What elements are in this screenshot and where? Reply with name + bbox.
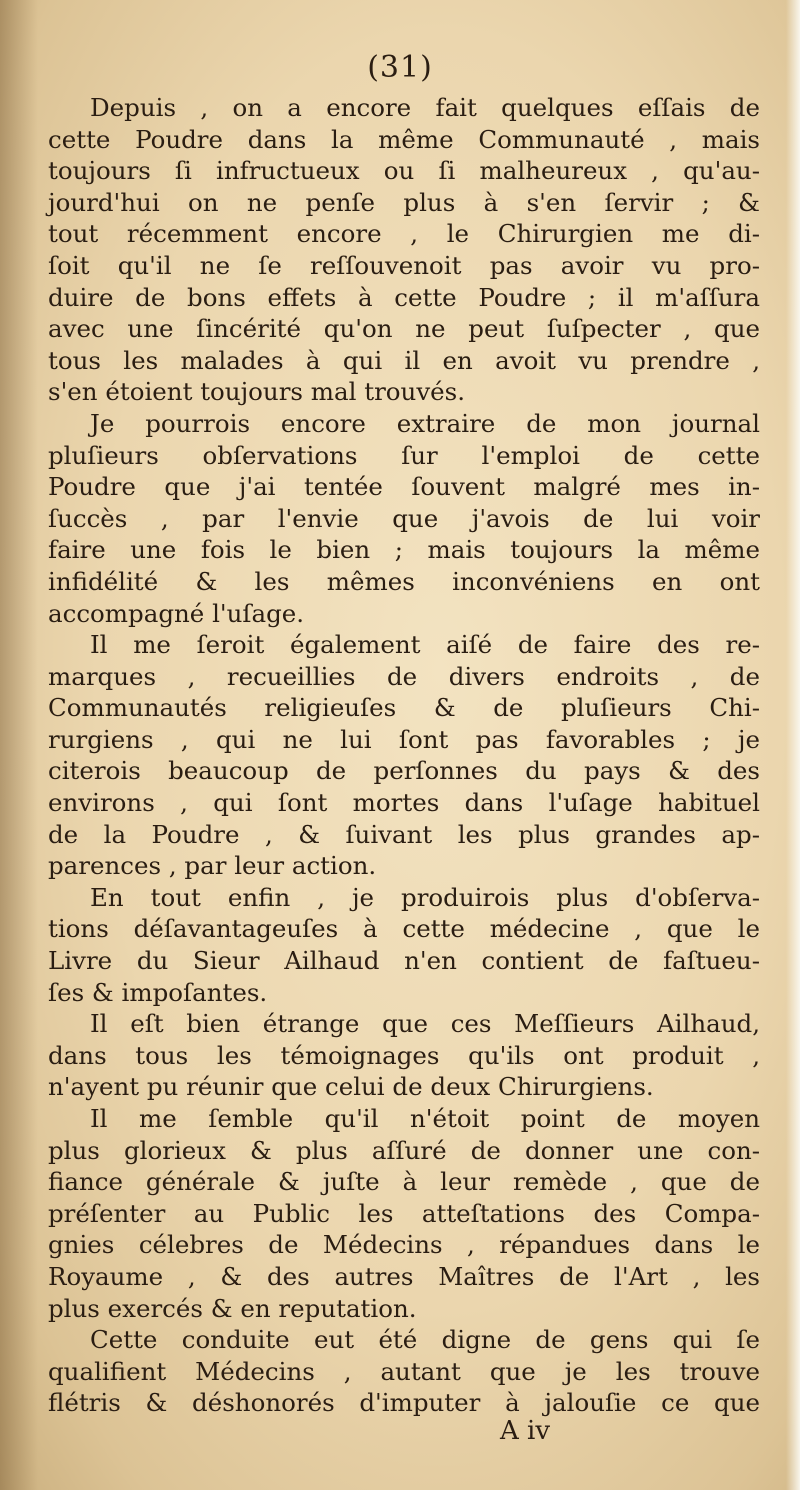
body-text — [48, 92, 760, 1419]
text-line: Il me ſeroit également aiſé de faire des re- — [90, 630, 760, 660]
text-line: Il eſt bien étrange que ces Meſſieurs Ailhaud, — [90, 1009, 760, 1039]
text-line: accompagné l'uſage. — [48, 598, 305, 628]
page-edge — [786, 0, 800, 1490]
text-line: parences , par leur action. — [48, 851, 377, 881]
text-line: n'ayent pu réunir que celui de deux Chirurgiens. — [48, 1072, 654, 1102]
text-line: citerois beaucoup de perſonnes du pays & des — [48, 756, 760, 786]
text-line: Je pourrois encore extraire de mon journal — [90, 408, 760, 438]
text-line: toujours ſi infructueux ou ſi malheureux , qu'au- — [48, 156, 760, 186]
text-line: tout récemment encore , le Chirurgien me di- — [48, 219, 760, 249]
text-line: Communautés religieuſes & de pluſieurs Chi- — [48, 693, 760, 723]
text-line: environs , qui ſont mortes dans l'uſage habituel — [48, 788, 760, 818]
text-line: ſoit qu'il ne ſe reſſouvenoit pas avoir vu pro- — [48, 250, 760, 280]
text-line: tous les malades à qui il en avoit vu prendre , — [48, 345, 760, 375]
text-line: Royaume , & des autres Maîtres de l'Art , les — [48, 1261, 760, 1291]
binding-shadow — [0, 0, 38, 1490]
text-line: Depuis , on a encore fait quelques eſſais de — [90, 93, 760, 122]
text-line: Il me ſemble qu'il n'étoit point de moyen — [90, 1104, 760, 1133]
text-line: En tout enfin , je produirois plus d'obſerva- — [90, 882, 760, 912]
text-line: avec une ſincérité qu'on ne peut ſuſpecter , que — [48, 314, 760, 344]
text-line: de la Poudre , & ſuivant les plus grandes ap- — [48, 819, 760, 849]
text-line: jourd'hui on ne penſe plus à s'en ſervir ; & — [48, 187, 760, 217]
text-line: s'en étoient toujours mal trouvés. — [48, 377, 466, 407]
text-line: Cette conduite eut été digne de gens qui ſe — [90, 1325, 760, 1355]
text-line: plus exercés & en reputation. — [48, 1293, 417, 1323]
text-line: Livre du Sieur Ailhaud n'en contient de faſtueu- — [48, 946, 760, 976]
text-line: flétris & déshonorés d'imputer à jalouſie ce que — [48, 1388, 760, 1418]
text-line: Poudre que j'ai tentée ſouvent malgré mes in- — [48, 472, 760, 502]
text-line: tions déſavantageuſes à cette médecine , que le — [48, 914, 760, 944]
text-line: ſuccès , par l'envie que j'avois de lui voir — [48, 503, 760, 533]
text-line: fiance générale & juſte à leur remède , que de — [48, 1167, 760, 1197]
text-line: marques , recueillies de divers endroits , de — [48, 661, 760, 691]
text-line: infidélité & les mêmes inconvéniens en ont — [48, 566, 760, 596]
text-line: faire une fois le bien ; mais toujours la même — [48, 535, 760, 565]
text-line: gnies célebres de Médecins , répandues dans le — [48, 1230, 760, 1260]
text-line: rurgiens , qui ne lui ſont pas favorables ; je — [48, 724, 760, 754]
text-line: pluſieurs obſervations ſur l'emploi de cette — [48, 440, 760, 470]
signature-mark: A iv — [500, 1416, 551, 1446]
text-line: cette Poudre dans la même Communauté , mais — [48, 124, 760, 154]
text-line: ſes & impoſantes. — [48, 977, 268, 1007]
text-line: plus glorieux & plus aſſuré de donner une con- — [48, 1135, 760, 1165]
text-line: duire de bons effets à cette Poudre ; il m'aſſura — [48, 282, 760, 312]
page-number: (31) — [367, 50, 433, 85]
text-line: préſenter au Public les atteſtations des Compa- — [48, 1198, 760, 1228]
text-line: qualifient Médecins , autant que je les trouve — [48, 1356, 760, 1386]
text-line: dans tous les témoignages qu'ils ont produit , — [48, 1040, 760, 1070]
